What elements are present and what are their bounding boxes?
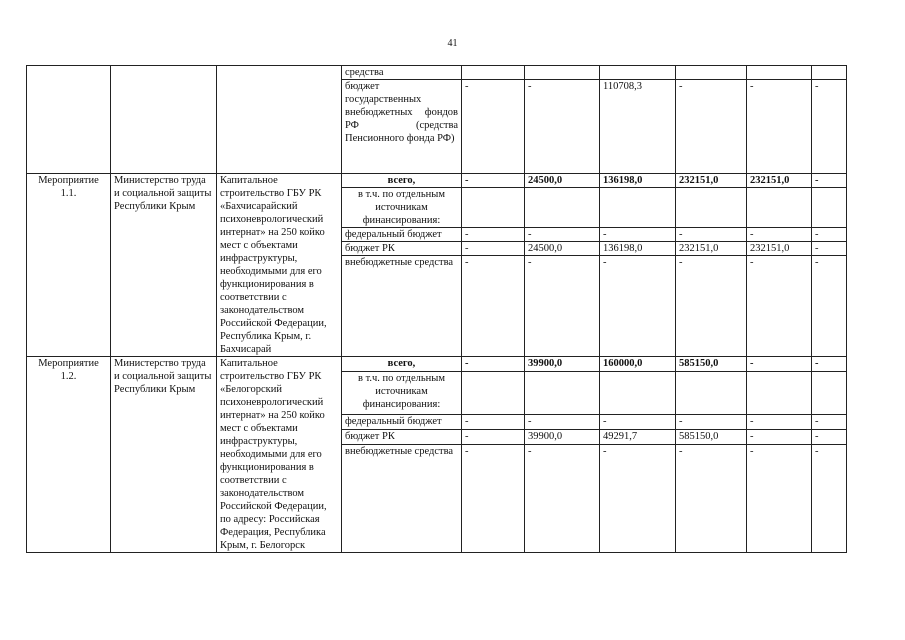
value-cell: - <box>462 174 525 188</box>
value-cell: - <box>812 242 847 256</box>
value-cell <box>747 372 812 415</box>
description-cell: Капитальное строительство ГБУ РК «Белогорский психоневрологический интернат» на 250 койко мест с объектами инфраструктуры, необходимыми для его функционирования в соответствии с законодательством Российской Федерации, по адресу: Российская Федерация, Республика Крым, г. Белогорск <box>217 357 342 553</box>
source-cell: внебюджетные средства <box>342 445 462 553</box>
value-cell: - <box>462 415 525 430</box>
value-cell: - <box>676 256 747 357</box>
value-cell: - <box>600 445 676 553</box>
value-cell: - <box>812 228 847 242</box>
value-cell <box>525 372 600 415</box>
source-cell: бюджет РК <box>342 430 462 445</box>
value-cell: 39900,0 <box>525 357 600 372</box>
budget-table-body <box>27 66 847 553</box>
value-cell: - <box>600 228 676 242</box>
value-cell: 585150,0 <box>676 430 747 445</box>
value-cell: 24500,0 <box>525 242 600 256</box>
value-cell: - <box>747 256 812 357</box>
value-cell: 232151,0 <box>747 242 812 256</box>
value-cell: - <box>812 445 847 553</box>
table-row <box>27 66 847 80</box>
value-cell <box>747 188 812 228</box>
value-cell: - <box>812 430 847 445</box>
source-cell: всего, <box>342 357 462 372</box>
value-cell <box>525 188 600 228</box>
value-cell: - <box>462 80 525 174</box>
source-cell: средства <box>342 66 462 80</box>
value-cell: 136198,0 <box>600 242 676 256</box>
value-cell: - <box>747 445 812 553</box>
source-cell: бюджет РК <box>342 242 462 256</box>
value-cell: 232151,0 <box>747 174 812 188</box>
measure-name-cell: Мероприятие 1.2. <box>27 357 111 553</box>
value-cell: - <box>747 228 812 242</box>
value-cell: - <box>676 445 747 553</box>
source-cell: федеральный бюджет <box>342 415 462 430</box>
page-number: 41 <box>447 38 458 49</box>
description-cell <box>217 66 342 174</box>
value-cell: - <box>462 256 525 357</box>
value-cell: - <box>747 415 812 430</box>
value-cell: - <box>676 228 747 242</box>
value-cell: 110708,3 <box>600 80 676 174</box>
value-cell: 160000,0 <box>600 357 676 372</box>
value-cell: - <box>676 80 747 174</box>
measure-name-cell: Мероприятие 1.1. <box>27 174 111 357</box>
value-cell <box>676 372 747 415</box>
value-cell <box>600 372 676 415</box>
budget-table <box>26 65 847 553</box>
table-row <box>27 174 847 188</box>
value-cell: 136198,0 <box>600 174 676 188</box>
value-cell: - <box>600 415 676 430</box>
value-cell: - <box>600 256 676 357</box>
value-cell: - <box>812 174 847 188</box>
value-cell: - <box>812 415 847 430</box>
value-cell: - <box>462 242 525 256</box>
value-cell <box>676 188 747 228</box>
description-cell: Капитальное строительство ГБУ РК «Бахчисарайский психоневрологический интернат» на 250 койко мест с объектами инфраструктуры, необходимыми для его функционирования в соответствии с законодательством Российской Федерации, Республика Крым, г. Бахчисарай <box>217 174 342 357</box>
value-cell: - <box>525 80 600 174</box>
value-cell: - <box>525 445 600 553</box>
value-cell: - <box>747 80 812 174</box>
value-cell <box>462 372 525 415</box>
value-cell: - <box>525 256 600 357</box>
value-cell: - <box>747 357 812 372</box>
value-cell: - <box>462 430 525 445</box>
table-row <box>27 357 847 372</box>
value-cell: 232151,0 <box>676 174 747 188</box>
value-cell <box>812 372 847 415</box>
value-cell <box>462 66 525 80</box>
value-cell <box>747 66 812 80</box>
value-cell <box>600 66 676 80</box>
source-cell: внебюджетные средства <box>342 256 462 357</box>
value-cell: - <box>747 430 812 445</box>
source-cell: бюджет государственных внебюджетных фондов РФ (средства Пенсионного фонда РФ) <box>342 80 462 174</box>
source-cell: в т.ч. по отдельным источникам финансирования: <box>342 372 462 415</box>
value-cell <box>525 66 600 80</box>
value-cell: - <box>812 80 847 174</box>
value-cell <box>462 188 525 228</box>
executor-cell: Министерство труда и социальной защиты Республики Крым <box>111 357 217 553</box>
source-cell: федеральный бюджет <box>342 228 462 242</box>
executor-cell <box>111 66 217 174</box>
value-cell <box>812 188 847 228</box>
value-cell: - <box>462 445 525 553</box>
value-cell <box>812 66 847 80</box>
value-cell: - <box>525 228 600 242</box>
value-cell: - <box>676 415 747 430</box>
value-cell: - <box>462 228 525 242</box>
source-cell: в т.ч. по отдельным источникам финансирования: <box>342 188 462 228</box>
value-cell: - <box>812 256 847 357</box>
executor-cell: Министерство труда и социальной защиты Республики Крым <box>111 174 217 357</box>
value-cell: - <box>812 357 847 372</box>
value-cell <box>600 188 676 228</box>
value-cell: 39900,0 <box>525 430 600 445</box>
measure-name-cell <box>27 66 111 174</box>
value-cell: - <box>525 415 600 430</box>
value-cell: 24500,0 <box>525 174 600 188</box>
value-cell: 585150,0 <box>676 357 747 372</box>
value-cell <box>676 66 747 80</box>
value-cell: 49291,7 <box>600 430 676 445</box>
value-cell: - <box>462 357 525 372</box>
value-cell: 232151,0 <box>676 242 747 256</box>
source-cell: всего, <box>342 174 462 188</box>
